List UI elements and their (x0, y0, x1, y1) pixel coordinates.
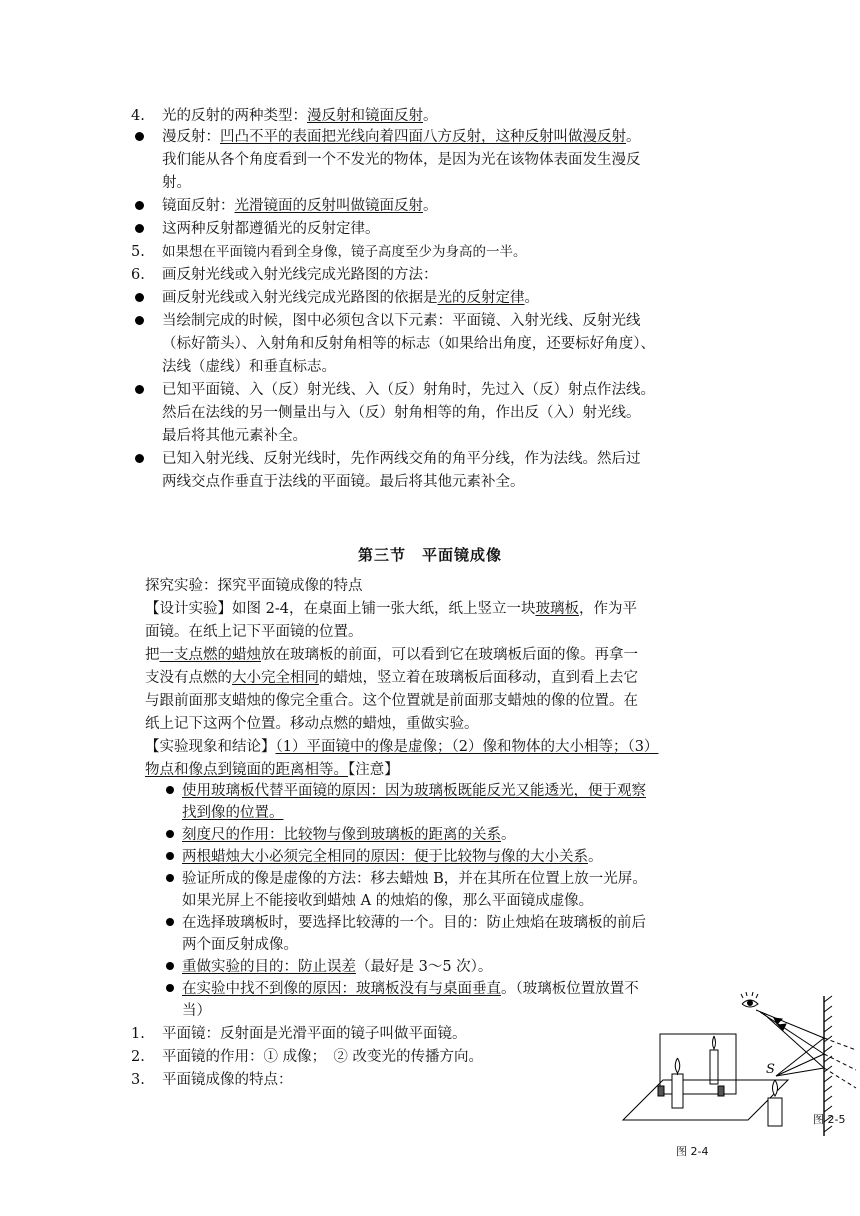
bullet-icon (166, 984, 174, 992)
list3-text: 平面镜成像的特点： (162, 1072, 293, 1088)
note5-line2: 两个面反射成像。 (182, 937, 298, 953)
known-mirror-line3: 最后将其他元素补全。 (162, 428, 307, 444)
known-mirror-line2: 然后在法线的另一侧量出与入（反）射角相等的角，作出反（入）射光线。 (162, 405, 641, 421)
conclusion-line2: 物点和像点到镜面的距离相等。【注意】 (145, 762, 399, 778)
list1-text: 平面镜：反射面是光滑平面的镜子叫做平面镜。 (162, 1026, 467, 1042)
note1-line2: 找到像的位置。 (182, 805, 284, 821)
bullet-icon (135, 454, 144, 463)
required-elements-line2: （标好箭头）、入射角和反射角相等的标志（如果给出角度，还要标好角度）、 (162, 336, 655, 352)
design-line5: 与跟前面那支蜡烛的像完全重合。这个位置就是前面那支蜡烛的像的位置。在 (145, 693, 638, 709)
bullet-icon (166, 786, 174, 794)
required-elements-line1: 当绘制完成的时候，图中必须包含以下元素：平面镜、入射光线、反射光线 (162, 313, 641, 329)
item5-number: 5. (131, 244, 145, 260)
figure-2-5-caption: 图 2-5 (813, 1113, 846, 1126)
bullet-icon (166, 918, 174, 926)
note3: 两根蜡烛大小必须完全相同的原因：便于比较物与像的大小关系。 (182, 849, 603, 865)
design-line4: 支没有点燃的大小完全相同的蜡烛，竖立着在玻璃板后面移动，直到看上去它 (145, 670, 638, 686)
bullet-icon (135, 293, 144, 302)
note1-line1: 使用玻璃板代替平面镜的原因：因为玻璃板既能反光又能透光，便于观察 (182, 783, 646, 799)
bullet-icon (135, 316, 144, 325)
note4-line1: 验证所成的像是虚像的方法：移去蜡烛 B，并在其所在位置上放一光屏。 (182, 871, 647, 887)
design-line3: 把一支点燃的蜡烛放在玻璃板的前面，可以看到它在玻璃板后面的像。再拿一 (145, 647, 638, 663)
note5-line1: 在选择玻璃板时，要选择比较薄的一个。目的：防止烛焰在玻璃板的前后 (182, 915, 646, 931)
required-elements-line3: 法线（虚线）和垂直标志。 (162, 359, 336, 375)
bullet-icon (166, 830, 174, 838)
list2-text: 平面镜的作用：① 成像； ② 改变光的传播方向。 (162, 1049, 483, 1065)
bullet-icon (135, 385, 144, 394)
item6-number: 6. (131, 267, 145, 283)
known-rays-line2: 两线交点作垂直于法线的平面镜。最后将其他元素补全。 (162, 474, 525, 490)
bullet-icon (135, 132, 144, 141)
note7-line1: 在实验中找不到像的原因：玻璃板没有与桌面垂直。（玻璃板位置放置不 (182, 981, 639, 997)
both-laws: 这两种反射都遵循光的反射定律。 (162, 221, 380, 237)
list1-number: 1. (131, 1026, 145, 1042)
design-line6: 纸上记下这两个位置。移动点燃的蜡烛，重做实验。 (145, 716, 479, 732)
point-s-label: S (766, 1062, 775, 1077)
item4-text: 光的反射的两种类型：漫反射和镜面反射。 (162, 108, 438, 124)
specular-reflection: 镜面反射：光滑镜面的反射叫做镜面反射。 (162, 198, 438, 214)
list3-number: 3. (131, 1072, 145, 1088)
diffuse-reflection-line3: 射。 (162, 175, 191, 191)
note4-line2: 如果光屏上不能接收到蜡烛 A 的烛焰的像，那么平面镜成虚像。 (182, 893, 594, 909)
figure-2-4-caption: 图 2-4 (676, 1145, 709, 1158)
design-line2: 面镜。在纸上记下平面镜的位置。 (145, 624, 363, 640)
list2-number: 2. (131, 1049, 145, 1065)
bullet-icon (166, 874, 174, 882)
known-mirror-line1: 已知平面镜、入（反）射光线、入（反）射角时，先过入（反）射点作法线。 (162, 382, 655, 398)
diffuse-reflection-line2: 我们能从各个角度看到一个不发光的物体，是因为光在该物体表面发生漫反 (162, 152, 641, 168)
note6: 重做实验的目的：防止误差（最好是 3～5 次）。 (182, 959, 493, 975)
bullet-icon (135, 224, 144, 233)
bullet-icon (135, 201, 144, 210)
item6-text: 画反射光线或入射光线完成光路图的方法： (162, 267, 438, 283)
bullet-icon (166, 962, 174, 970)
note7-line2: 当） (182, 1003, 211, 1019)
drawing-basis: 画反射光线或入射光线完成光路图的依据是光的反射定律。 (162, 290, 539, 306)
note2: 刻度尺的作用：比较物与像到玻璃板的距离的关系。 (182, 827, 516, 843)
conclusion-line1: 【实验现象和结论】（1）平面镜中的像是虚像；（2）像和物体的大小相等；（3） (145, 739, 659, 755)
item5-text: 如果想在平面镜内看到全身像，镜子高度至少为身高的一半。 (162, 244, 527, 260)
section-title: 第三节 平面镜成像 (357, 546, 502, 564)
known-rays-line1: 已知入射光线、反射光线时，先作两线交角的角平分线，作为法线。然后过 (162, 451, 641, 467)
bullet-icon (166, 852, 174, 860)
explore-heading: 探究实验：探究平面镜成像的特点 (145, 578, 363, 594)
diffuse-reflection-line1: 漫反射：凹凸不平的表面把光线向着四面八方反射，这种反射叫做漫反射。 (162, 129, 641, 145)
design-line1: 【设计实验】如图 2-4，在桌面上铺一张大纸，纸上竖立一块玻璃板，作为平 (145, 601, 637, 617)
item4-number: 4. (131, 108, 145, 124)
